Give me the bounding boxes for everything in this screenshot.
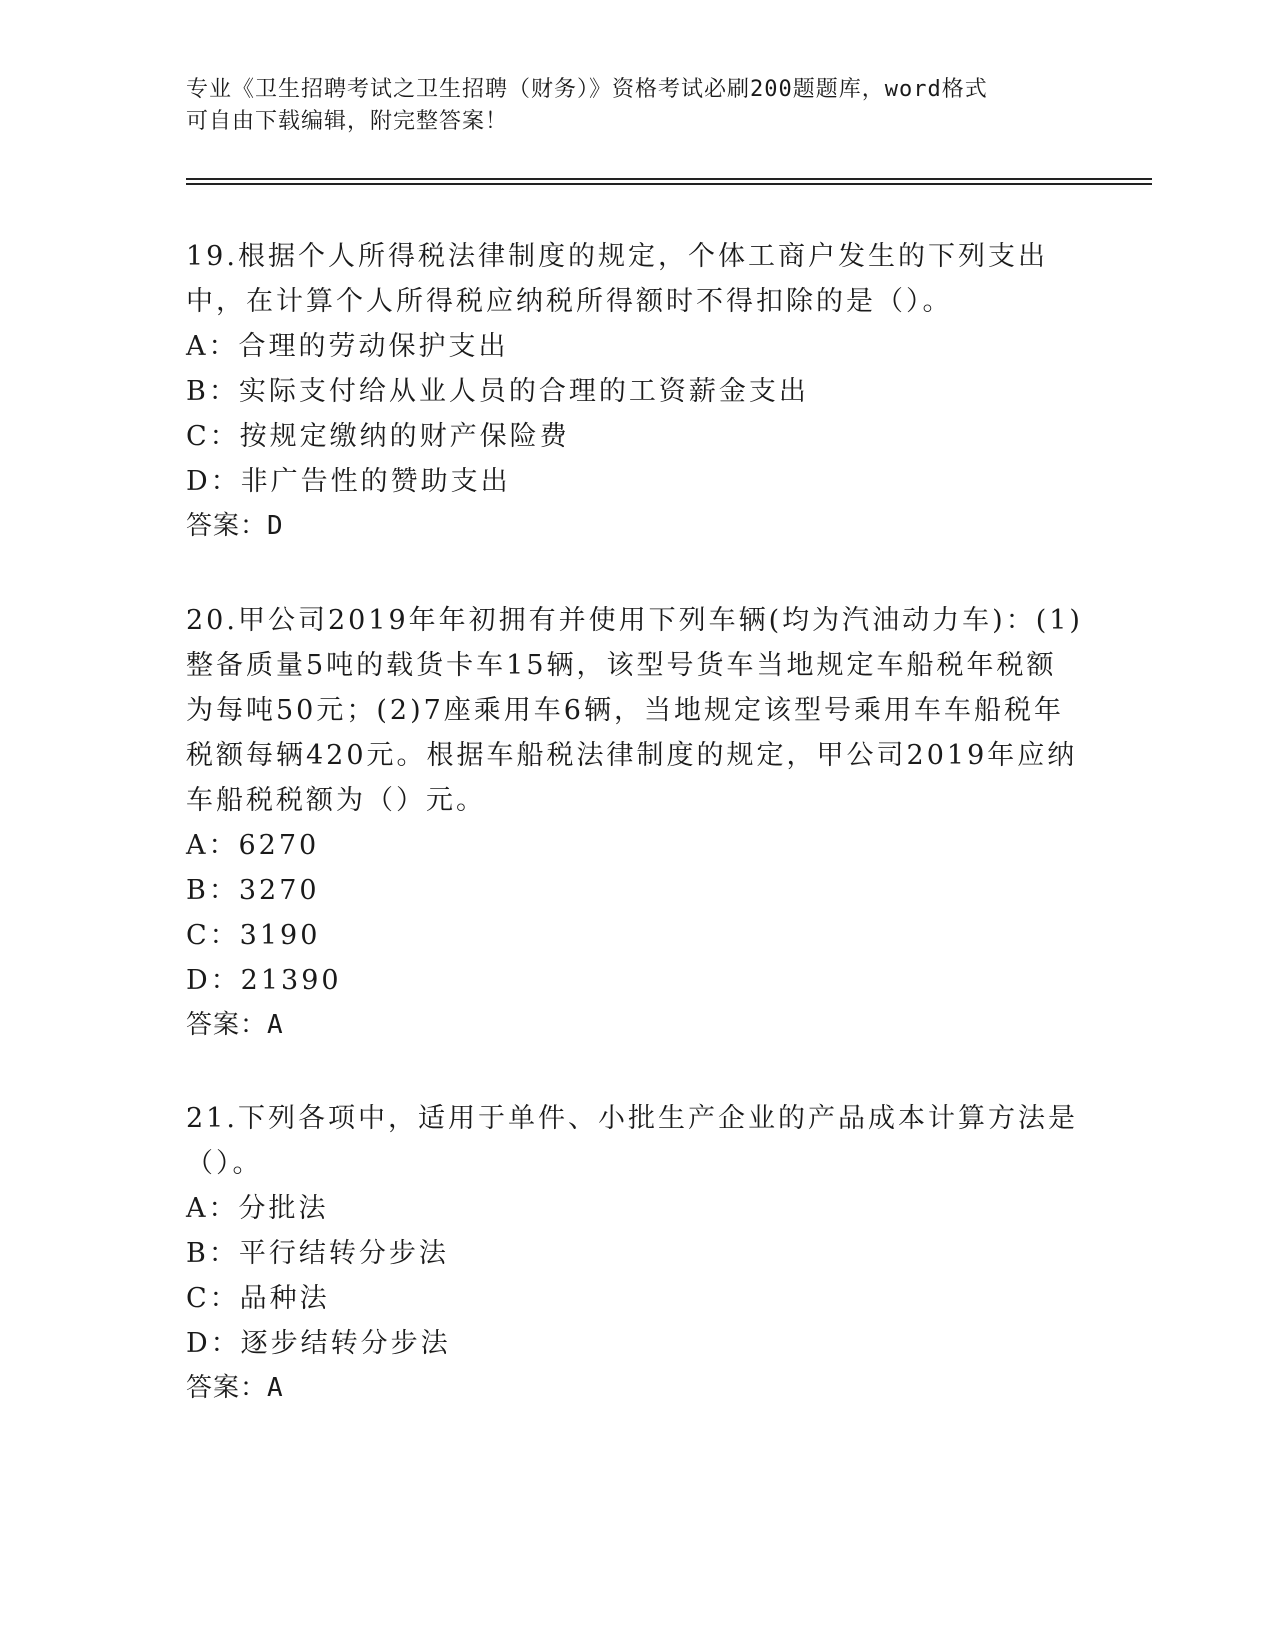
question-21 — [186, 1096, 1086, 1411]
option-label: A： — [186, 830, 239, 861]
option-text: 非广告性的赞助支出 — [240, 466, 511, 497]
option-text: 分批法 — [238, 1193, 329, 1224]
option-label: B： — [186, 1238, 239, 1269]
option-a — [186, 823, 1086, 868]
document-header — [186, 74, 1086, 138]
option-text: 合理的劳动保护支出 — [238, 331, 509, 362]
question-19 — [186, 234, 1086, 549]
option-b — [186, 868, 1086, 913]
header-line-1: 专业《卫生招聘考试之卫生招聘（财务）》资格考试必刷200题题库，word格式 — [186, 77, 988, 102]
option-label: D： — [186, 965, 241, 996]
question-stem: 19.根据个人所得税法律制度的规定，个体工商户发生的下列支出中，在计算个人所得税应纳税所得额时不得扣除的是（）。 — [186, 241, 1048, 317]
option-a — [186, 1186, 1086, 1231]
option-c — [186, 1276, 1086, 1321]
header-divider-top — [186, 178, 1152, 180]
question-stem: 20.甲公司2019年年初拥有并使用下列车辆(均为汽油动力车)：(1)整备质量5吨的载货卡车15辆，该型号货车当地规定车船税年税额为每吨50元；(2)7座乘用车6辆，当地规定该型号乘用车车船税年税额每辆420元。根据车船税法律制度的规定，甲公司2019年应纳车船税税额为（）元。 — [186, 605, 1083, 816]
option-text: 平行结转分步法 — [238, 1238, 449, 1269]
option-text: 品种法 — [239, 1283, 330, 1314]
option-text: 21390 — [240, 965, 342, 996]
option-text: 3270 — [238, 875, 320, 906]
header-divider-bottom — [186, 183, 1152, 185]
option-d — [186, 958, 1086, 1003]
option-text: 按规定缴纳的财产保险费 — [239, 421, 570, 452]
option-label: C： — [186, 1283, 240, 1314]
option-label: B： — [186, 875, 239, 906]
option-label: D： — [186, 466, 241, 497]
option-label: A： — [186, 331, 239, 362]
answer-line: 答案：A — [186, 1010, 284, 1040]
option-c — [186, 913, 1086, 958]
option-text: 实际支付给从业人员的合理的工资薪金支出 — [238, 376, 809, 407]
answer-line: 答案：D — [186, 511, 284, 541]
option-text: 逐步结转分步法 — [240, 1328, 451, 1359]
answer-line: 答案：A — [186, 1373, 284, 1403]
option-label: B： — [186, 376, 239, 407]
option-label: D： — [186, 1328, 241, 1359]
option-label: C： — [186, 920, 240, 951]
option-a — [186, 324, 1086, 369]
option-b — [186, 369, 1086, 414]
option-c — [186, 414, 1086, 459]
option-text: 3190 — [239, 920, 321, 951]
option-label: C： — [186, 421, 240, 452]
option-d — [186, 1321, 1086, 1366]
question-20 — [186, 598, 1086, 1048]
option-d — [186, 459, 1086, 504]
option-label: A： — [186, 1193, 239, 1224]
option-b — [186, 1231, 1086, 1276]
question-stem: 21.下列各项中，适用于单件、小批生产企业的产品成本计算方法是（）。 — [186, 1103, 1078, 1179]
header-line-2: 可自由下载编辑，附完整答案！ — [186, 109, 509, 134]
option-text: 6270 — [238, 830, 320, 861]
